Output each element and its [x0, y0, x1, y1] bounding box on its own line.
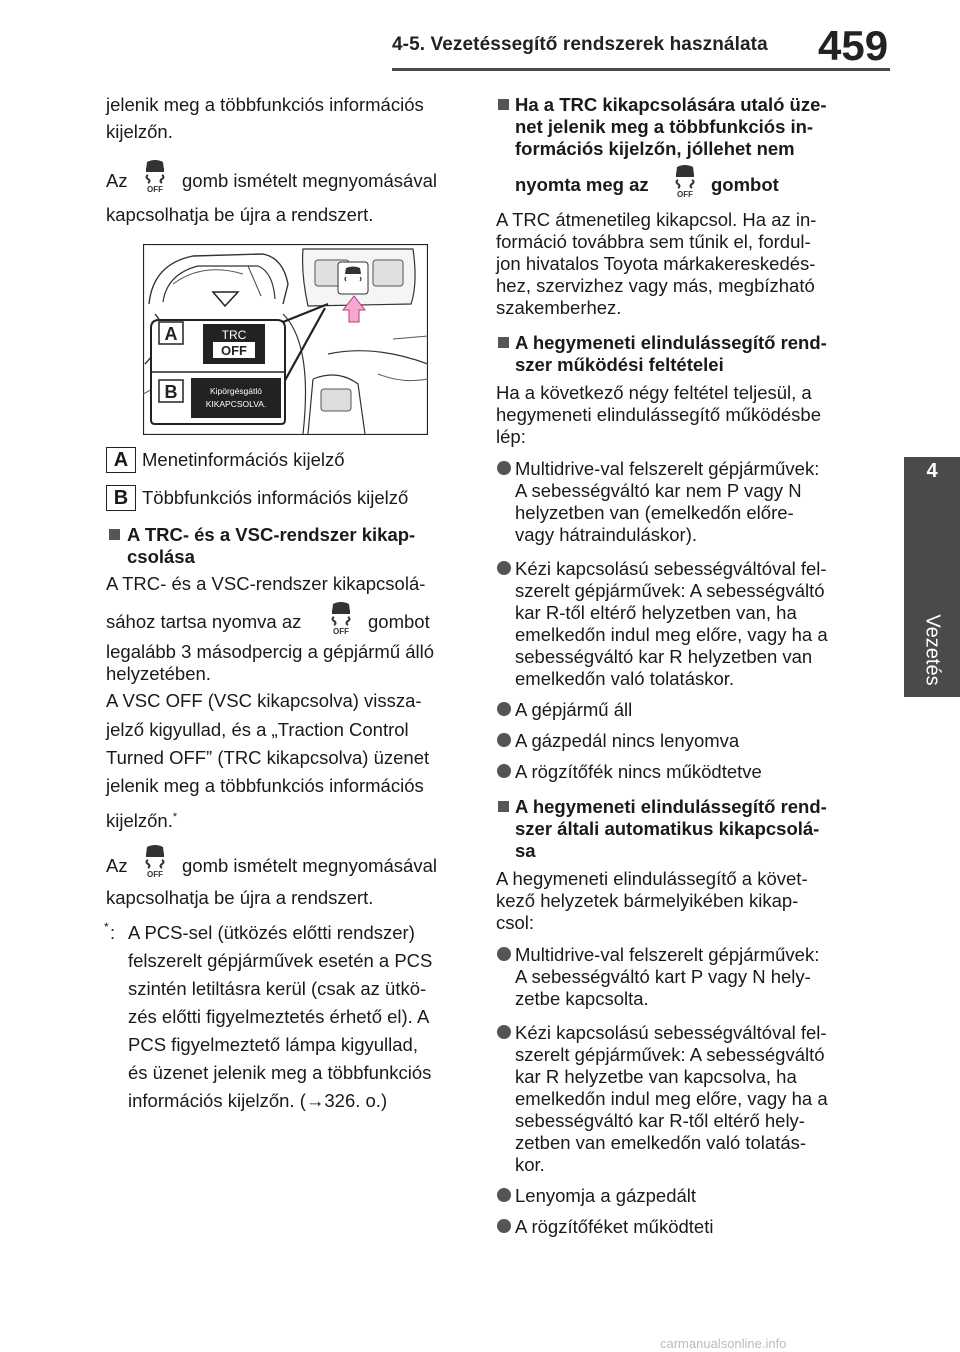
- message-line-1: Kipörgésgátló: [210, 386, 262, 396]
- list-item-line: kar R helyzetbe van kapcsolva, ha: [515, 1066, 797, 1087]
- heading-bullet: [498, 337, 509, 348]
- footnote-marker: *: [172, 811, 178, 823]
- text-line: Ha a következő négy feltétel teljesül, a: [496, 382, 812, 403]
- heading-line: sa: [515, 840, 536, 861]
- text-line: kapcsolhatja be újra a rendszert.: [106, 204, 374, 225]
- list-item-line: Multidrive-val felszerelt gépjárművek:: [515, 458, 820, 479]
- footnote-star: *: [104, 920, 109, 934]
- heading-line: szer működési feltételei: [515, 354, 724, 375]
- legend-box-b: B: [106, 485, 136, 511]
- text-line: jelző kigyullad, és a „Traction Control: [106, 719, 409, 740]
- trc-off-button-icon: [140, 843, 170, 879]
- watermark: carmanualsonline.info: [660, 1336, 787, 1351]
- list-item-line: A gépjármű áll: [515, 699, 633, 720]
- list-item-line: Lenyomja a gázpedált: [515, 1185, 697, 1206]
- list-item-line: Kézi kapcsolású sebességváltóval fel-: [515, 1022, 827, 1043]
- trc-off-button-icon: [670, 163, 700, 199]
- list-item-line: szerelt gépjárművek: A sebességváltó: [515, 1044, 825, 1065]
- list-item-line: Kézi kapcsolású sebességváltóval fel-: [515, 558, 827, 579]
- footnote-line: felszerelt gépjárművek esetén a PCS: [128, 950, 433, 971]
- icon-off-text: OFF: [677, 190, 693, 199]
- heading-line: nyomta meg az: [515, 174, 649, 195]
- section-title: 4-5. Vezetéssegítő rendszerek használata: [392, 34, 768, 55]
- bullet-dot: [497, 702, 511, 716]
- list-item-line: zetbe kapcsolta.: [515, 988, 649, 1009]
- trc-off-button-icon: [140, 158, 170, 194]
- trc-off-button-icon: [326, 600, 356, 636]
- figure-label-b: B: [164, 382, 178, 402]
- footnote-line: zés előtti figyelmeztetés érhető el). A: [128, 1006, 430, 1027]
- text-line: hegymeneti elindulássegítő működésbe: [496, 404, 821, 425]
- text-line: A TRC átmenetileg kikapcsol. Ha az in-: [496, 209, 817, 230]
- list-item-line: helyzetben van (emelkedőn előre-: [515, 502, 794, 523]
- dashboard-illustration: [143, 244, 428, 435]
- heading-bullet: [498, 801, 509, 812]
- text-line: csol:: [496, 912, 535, 933]
- list-item-line: A rögzítőfék nincs működtetve: [515, 761, 762, 782]
- footnote-line: szintén letiltásra kerül (csak az ütkö-: [128, 978, 427, 999]
- icon-off-text: OFF: [333, 627, 349, 636]
- text-line: formáció továbbra sem tűnik el, fordul-: [496, 231, 811, 252]
- dashboard-figure: [143, 244, 428, 435]
- text-line: kező helyzetek bármelyikében kikap-: [496, 890, 799, 911]
- text-line: A hegymeneti elindulássegítő a követ-: [496, 868, 808, 889]
- bullet-dot: [497, 733, 511, 747]
- heading-line: A hegymeneti elindulássegítő rend-: [515, 332, 827, 353]
- chapter-number: 4: [926, 460, 938, 482]
- list-item-line: emelkedőn indul meg előre, vagy ha a: [515, 1088, 828, 1109]
- heading-bullet: [109, 529, 120, 540]
- chapter-label-wrap: [904, 600, 960, 700]
- bullet-dot: [497, 1025, 511, 1039]
- text-line: A TRC- és a VSC-rendszer kikapcsolá-: [106, 573, 426, 594]
- text-line: kijelzőn.: [106, 121, 173, 142]
- text-line: kapcsolhatja be újra a rendszert.: [106, 887, 374, 908]
- bullet-dot: [497, 947, 511, 961]
- text-span: kijelzőn.: [106, 810, 173, 832]
- list-item-line: A sebességváltó kar nem P vagy N: [515, 480, 802, 501]
- heading-line: net jelenik meg a többfunkciós in-: [515, 116, 814, 137]
- text-line: gomb ismételt megnyomásával: [182, 855, 437, 876]
- heading-line: A hegymeneti elindulássegítő rend-: [515, 796, 827, 817]
- heading-line: csolása: [127, 546, 195, 567]
- list-item-line: sebességváltó kar R-től eltérő hely-: [515, 1110, 805, 1131]
- bullet-dot: [497, 561, 511, 575]
- list-item-line: A gázpedál nincs lenyomva: [515, 730, 740, 751]
- text-line: jon hivatalos Toyota márkakereskedés-: [496, 253, 816, 274]
- chapter-label: Vezetés: [921, 614, 944, 686]
- text-line: legalább 3 másodpercig a gépjármű álló: [106, 641, 435, 662]
- bullet-dot: [497, 461, 511, 475]
- icon-off-text: OFF: [147, 185, 163, 194]
- heading-line: Ha a TRC kikapcsolására utaló üze-: [515, 94, 827, 115]
- trc-indicator-text: TRC: [221, 328, 247, 342]
- legend-text-a: Menetinformációs kijelző: [142, 449, 345, 470]
- reference-arrow: →: [305, 1090, 325, 1111]
- text-line: hez, szervizhez vagy más, megbízható: [496, 275, 815, 296]
- heading-line: gombot: [711, 174, 779, 195]
- bullet-dot: [497, 1219, 511, 1233]
- text-line: Az: [106, 170, 128, 191]
- text-line: Turned OFF” (TRC kikapcsolva) üzenet: [106, 747, 430, 768]
- footnote-colon: :: [110, 922, 116, 943]
- page-number: 459: [818, 22, 889, 69]
- heading-line: A TRC- és a VSC-rendszer kikap-: [127, 524, 416, 545]
- text-line: [106, 806, 177, 832]
- text-line: Az: [106, 855, 128, 876]
- bullet-dot: [497, 764, 511, 778]
- figure-label-a: A: [164, 324, 178, 344]
- text-line: szakemberhez.: [496, 297, 622, 318]
- text-line: jelenik meg a többfunkciós információs: [106, 775, 424, 796]
- text-line: gombot: [368, 611, 430, 632]
- list-item-line: sebességváltó kar R helyzetben van: [515, 646, 813, 667]
- footnote-line: A PCS-sel (ütközés előtti rendszer): [128, 922, 415, 943]
- footnote-line: PCS figyelmeztető lámpa kigyullad,: [128, 1034, 418, 1055]
- off-indicator-text: OFF: [221, 343, 247, 358]
- heading-bullet: [498, 99, 509, 110]
- text-line: A VSC OFF (VSC kikapcsolva) vissza-: [106, 690, 422, 711]
- text-line: sához tartsa nyomva az: [106, 611, 302, 632]
- list-item-line: szerelt gépjárművek: A sebességváltó: [515, 580, 825, 601]
- list-item-line: emelkedőn indul meg előre, vagy ha a: [515, 624, 828, 645]
- footnote-line: [128, 1090, 387, 1112]
- icon-off-text: OFF: [147, 870, 163, 879]
- text-span: információs kijelzőn. (: [128, 1090, 306, 1111]
- legend-box-a: A: [106, 447, 136, 473]
- text-line: jelenik meg a többfunkciós információs: [106, 94, 424, 115]
- list-item-line: kor.: [515, 1154, 545, 1175]
- list-item-line: A rögzítőféket működteti: [515, 1216, 714, 1237]
- list-item-line: emelkedőn való tolatáskor.: [515, 668, 735, 689]
- bullet-dot: [497, 1188, 511, 1202]
- heading-line: formációs kijelzőn, jóllehet nem: [515, 138, 795, 159]
- message-line-2: KIKAPCSOLVA.: [205, 399, 267, 409]
- list-item-line: vagy hátrainduláskor).: [515, 524, 698, 545]
- legend-text-b: Többfunkciós információs kijelző: [142, 487, 409, 508]
- list-item-line: A sebességváltó kart P vagy N hely-: [515, 966, 811, 987]
- list-item-line: kar R-től eltérő helyzetben van, ha: [515, 602, 797, 623]
- header-rule: [392, 68, 890, 71]
- text-line: gomb ismételt megnyomásával: [182, 170, 437, 191]
- list-item-line: zetben van emelkedőn való tolatás-: [515, 1132, 807, 1153]
- list-item-line: Multidrive-val felszerelt gépjárművek:: [515, 944, 820, 965]
- text-line: lép:: [496, 426, 526, 447]
- text-line: helyzetében.: [106, 663, 211, 684]
- footnote-line: és üzenet jelenik meg a többfunkciós: [128, 1062, 432, 1083]
- heading-line: szer általi automatikus kikapcsolá-: [515, 818, 820, 839]
- page-reference: 326. o.): [324, 1090, 388, 1111]
